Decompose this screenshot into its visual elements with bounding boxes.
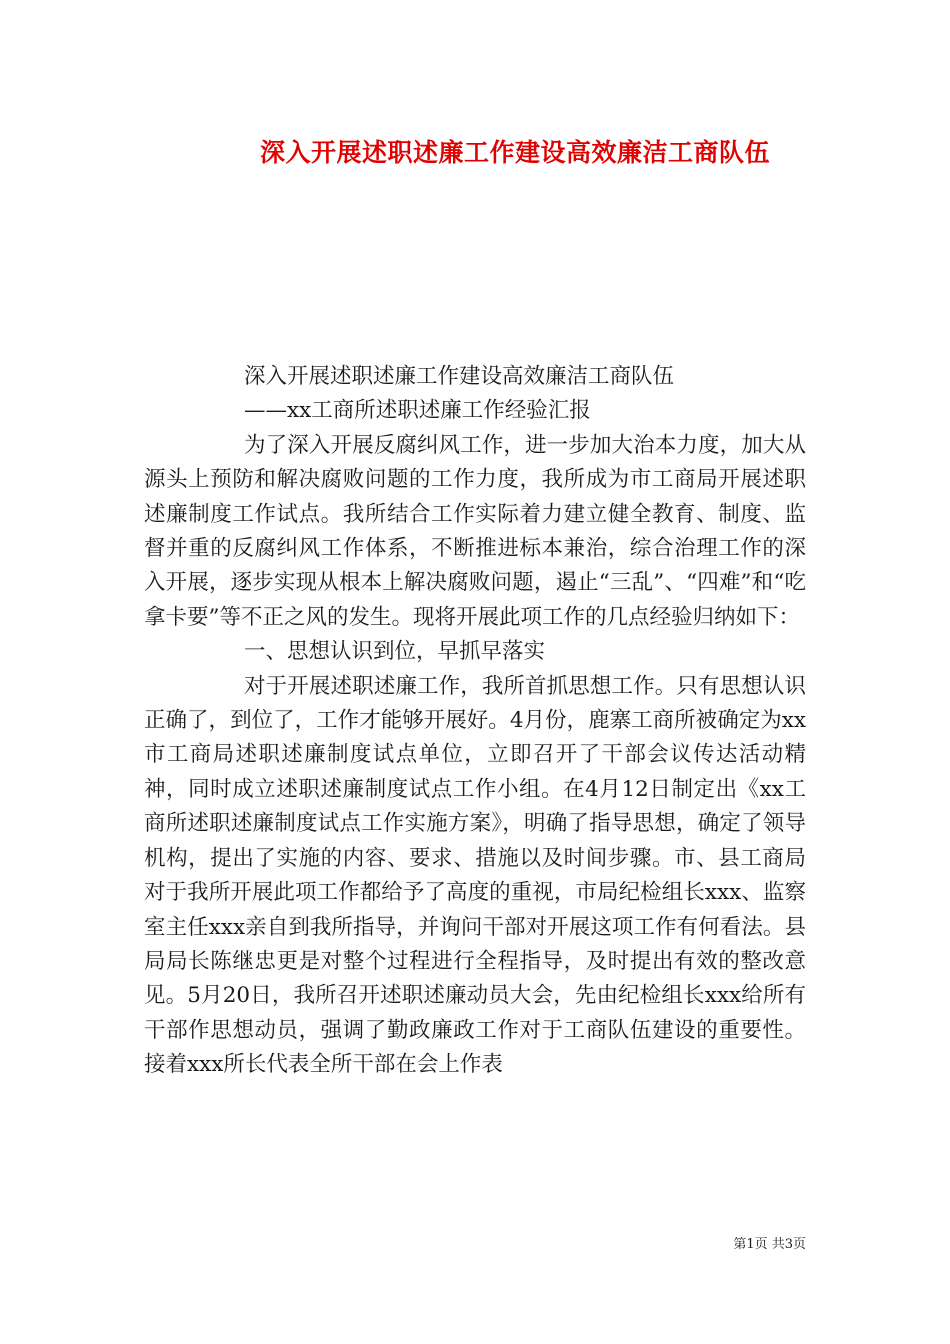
document-subheading: ——xx工商所述职述廉工作经验汇报 <box>244 398 591 424</box>
page-number: 第1页 共3页 <box>733 1237 806 1252</box>
document-body <box>144 360 806 1083</box>
document-title: 深入开展述职述廉工作建设高效廉洁工商队伍 <box>259 138 770 167</box>
document-heading: 深入开展述职述廉工作建设高效廉洁工商队伍 <box>244 364 675 389</box>
paragraph-2: 对于开展述职述廉工作，我所首抓思想工作。只有思想认识正确了，到位了，工作才能够开展好。4月份，鹿寨工商所被确定为xx市工商局述职述廉制度试点单位，立即召开了干部会议传达活动精神，同时成立述职述廉制度试点工作小组。在4月12日制定出《xx工商所述职述廉制度试点工作实施方案》，明确了指导思想，确定了领导机构，提出了实施的内容、要求、措施以及时间步骤。市、县工商局对于我所开展此项工作都给予了高度的重视，市局纪检组长xxx、监察室主任xxx亲自到我所指导，并询问干部对开展这项工作有何看法。县局局长陈继忠更是对整个过程进行全程指导，及时提出有效的整改意见。5月20日，我所召开述职述廉动员大会，先由纪检组长xxx给所有干部作思想动员，强调了勤政廉政工作对于工商队伍建设的重要性。接着xxx所长代表全所干部在会上作表 <box>144 673 806 1078</box>
paragraph-1: 为了深入开展反腐纠风工作，进一步加大治本力度，加大从源头上预防和解决腐败问题的工作力度，我所成为市工商局开展述职述廉制度工作试点。我所结合工作实际着力建立健全教育、制度、监督并重的反腐纠风工作体系，不断推进标本兼治，综合治理工作的深入开展，逐步实现从根本上解决腐败问题，遏止“三乱”、“四难”和“吃拿卡要”等不正之风的发生。现将开展此项工作的几点经验归纳如下： <box>144 432 806 630</box>
section-1-title: 一、思想认识到位，早抓早落实 <box>244 639 546 665</box>
